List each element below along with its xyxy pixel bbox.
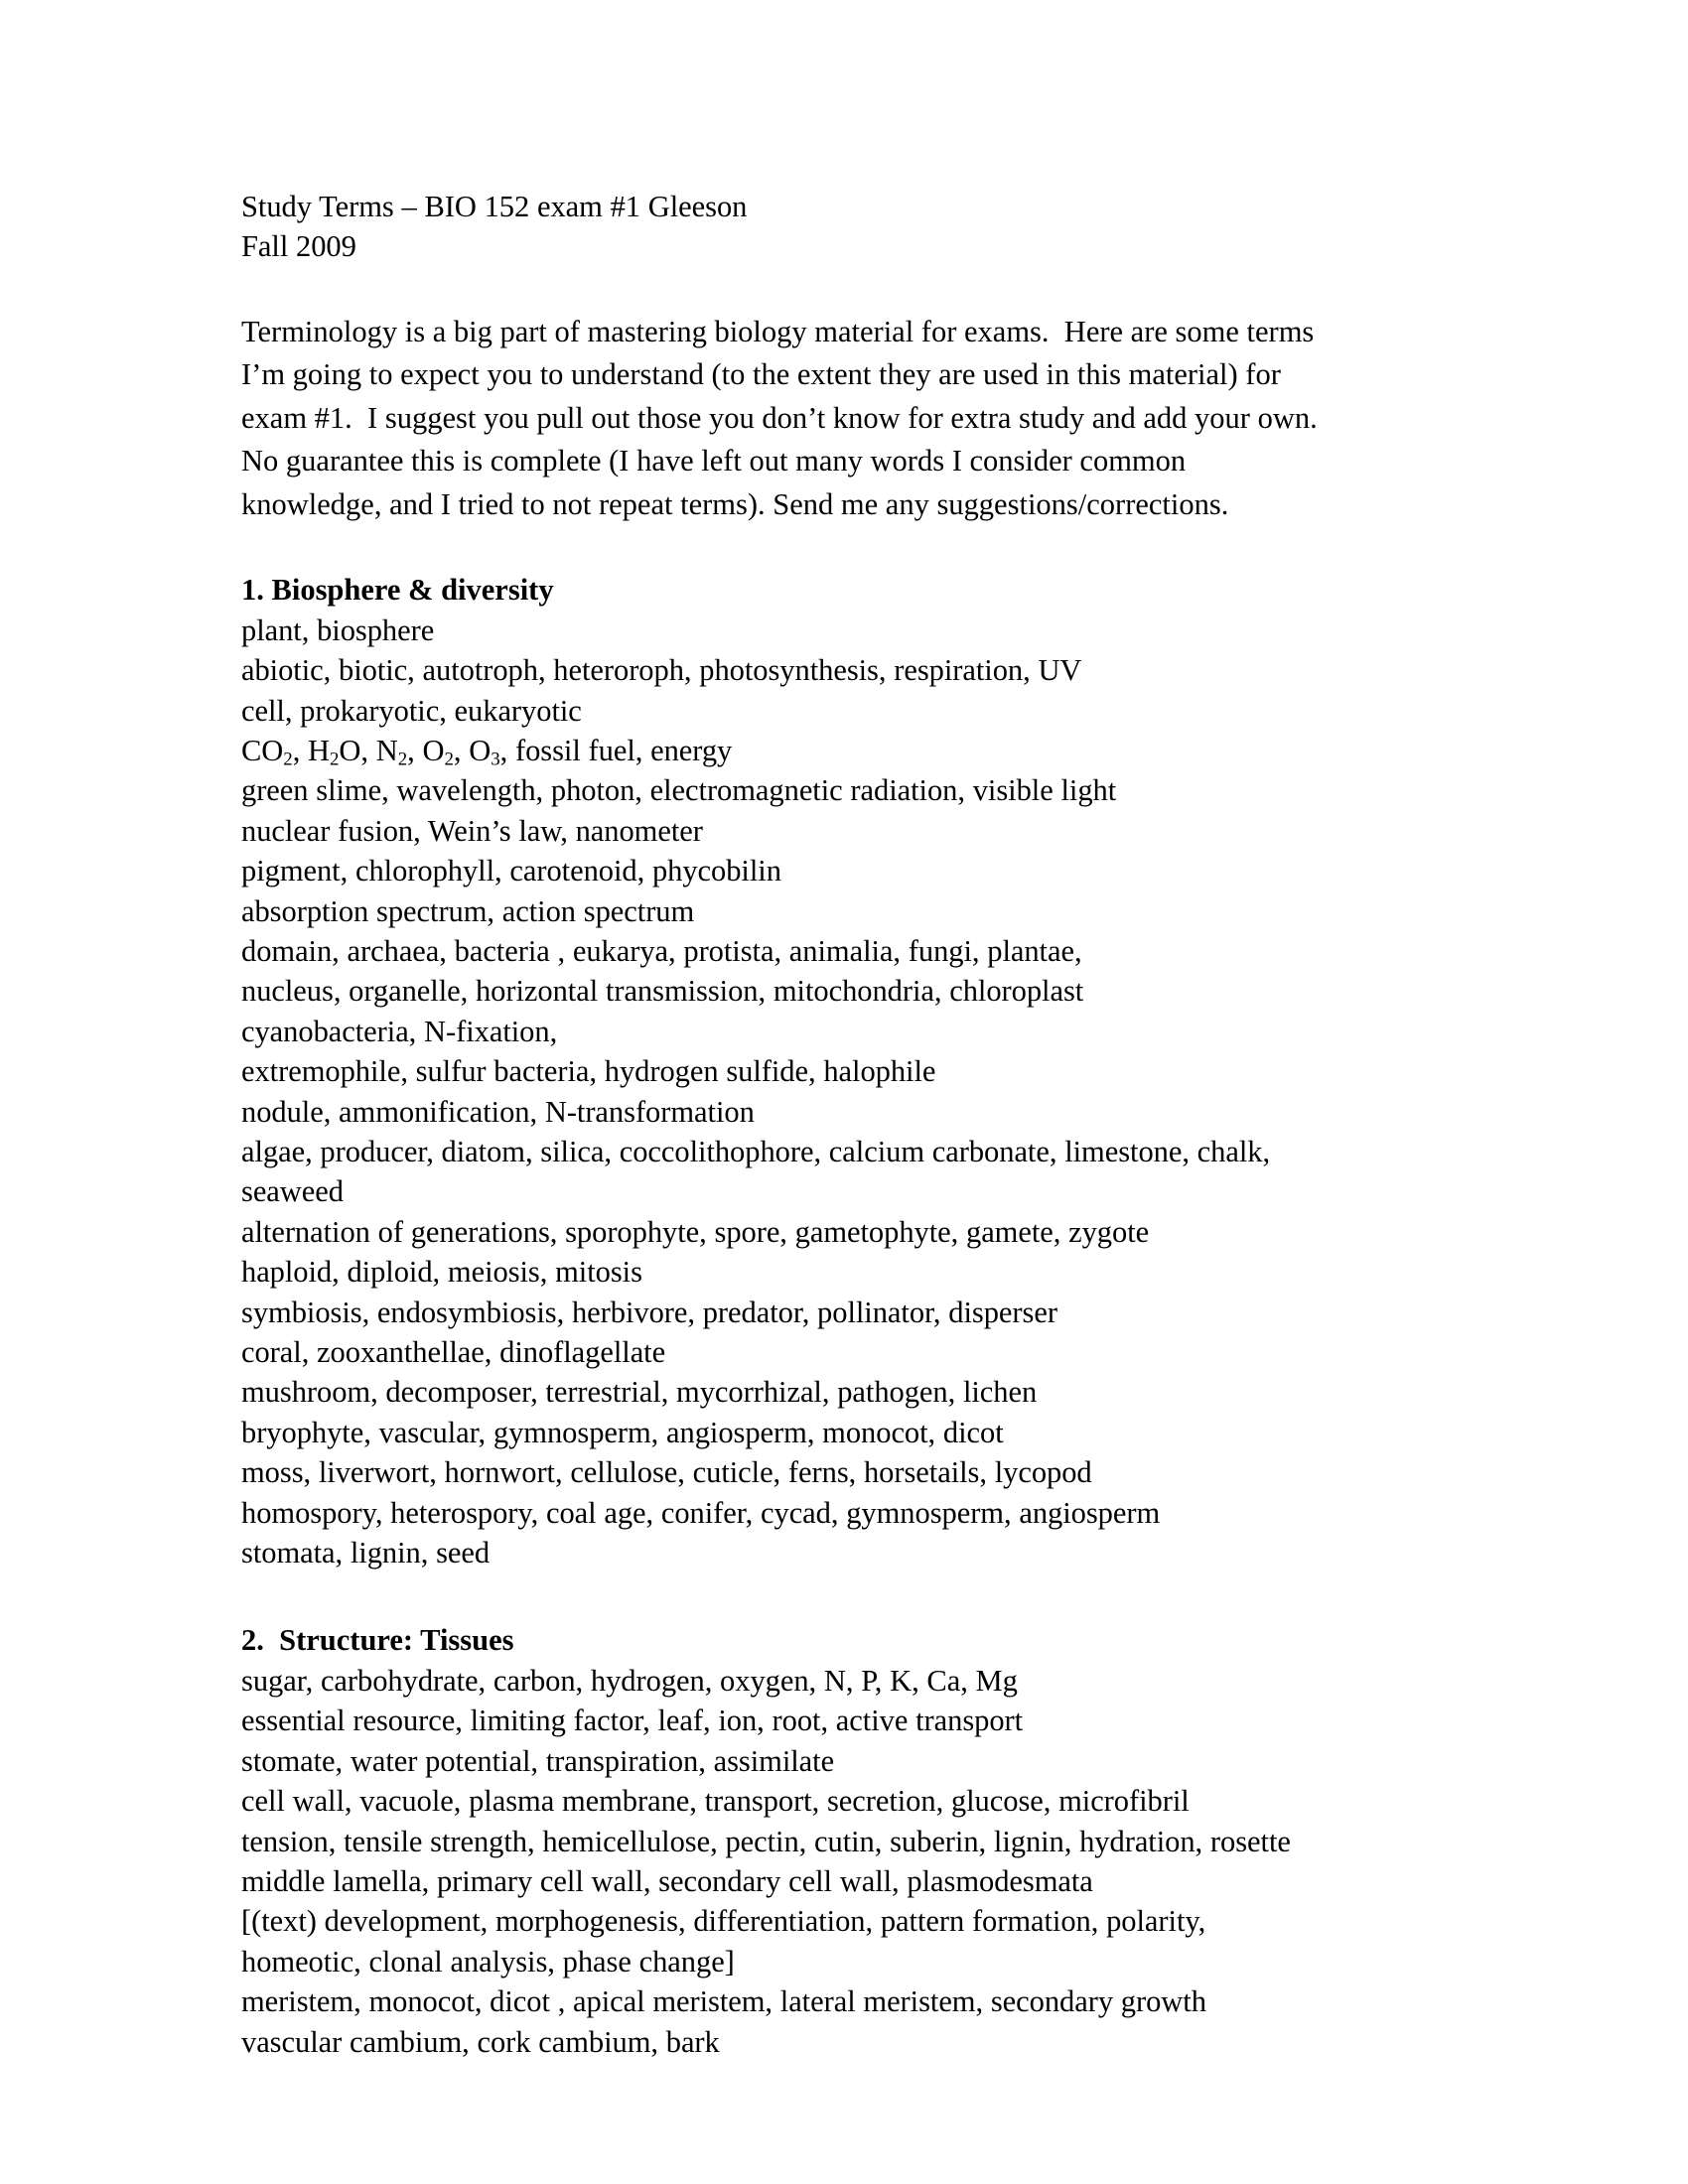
section-biosphere-diversity	[241, 570, 1463, 1572]
intro-line-5: knowledge, and I tried to not repeat terms). Send me any suggestions/corrections.	[241, 486, 1229, 521]
term-line: moss, liverwort, hornwort, cellulose, cuticle, ferns, horsetails, lycopod	[241, 1455, 1092, 1490]
section-structure-tissues	[241, 1620, 1463, 2061]
term-line: meristem, monocot, dicot , apical meristem, lateral meristem, secondary growth	[241, 1984, 1206, 2019]
section-1-heading: 1. Biosphere & diversity	[241, 573, 554, 608]
term-line: cell wall, vacuole, plasma membrane, transport, secretion, glucose, microfibril	[241, 1784, 1190, 1819]
term-line: essential resource, limiting factor, leaf, ion, root, active transport	[241, 1704, 1024, 1738]
section-1-term-list	[241, 611, 1463, 1573]
term-line: mushroom, decomposer, terrestrial, mycorrhizal, pathogen, lichen	[241, 1375, 1038, 1410]
intro-line-1: Terminology is a big part of mastering biology material for exams. Here are some terms	[241, 314, 1315, 348]
term-line: alternation of generations, sporophyte, spore, gametophyte, gamete, zygote	[241, 1214, 1150, 1249]
intro-line-4: No guarantee this is complete (I have left out many words I consider common	[241, 444, 1187, 478]
term-line: stomata, lignin, seed	[241, 1536, 491, 1570]
title-line-1: Study Terms – BIO 152 exam #1 Gleeson	[241, 190, 748, 223]
term-line: coral, zooxanthellae, dinoflagellate	[241, 1335, 666, 1370]
section-2-term-list	[241, 1661, 1463, 2062]
term-line: stomate, water potential, transpiration, assimilate	[241, 1743, 835, 1778]
term-line: nucleus, organelle, horizontal transmission, mitochondria, chloroplast	[241, 974, 1084, 1009]
term-line: absorption spectrum, action spectrum	[241, 893, 695, 928]
term-line: middle lamella, primary cell wall, secondary cell wall, plasmodesmata	[241, 1863, 1093, 1898]
section-2-heading: 2. Structure: Tissues	[241, 1623, 514, 1658]
term-line: abiotic, biotic, autotroph, heteroroph, photosynthesis, respiration, UV	[241, 653, 1082, 688]
spacer-before-section-2	[241, 1572, 1463, 1620]
term-line: cyanobacteria, N-fixation,	[241, 1014, 558, 1048]
intro-paragraph	[241, 311, 1463, 527]
term-line: bryophyte, vascular, gymnosperm, angiosperm, monocot, dicot	[241, 1415, 1004, 1449]
term-line: haploid, diploid, meiosis, mitosis	[241, 1255, 642, 1290]
document-body	[241, 187, 1463, 2062]
term-line: domain, archaea, bacteria , eukarya, protista, animalia, fungi, plantae,	[241, 933, 1082, 968]
spacer-after-title	[241, 267, 1463, 311]
term-line: cell, prokaryotic, eukaryotic	[241, 693, 582, 728]
term-line: extremophile, sulfur bacteria, hydrogen sulfide, halophile	[241, 1054, 936, 1089]
term-line: nuclear fusion, Wein’s law, nanometer	[241, 813, 703, 848]
term-line: tension, tensile strength, hemicellulose, pectin, cutin, suberin, lignin, hydration, rosette	[241, 1824, 1291, 1858]
spacer-before-section-1	[241, 526, 1463, 570]
term-line: sugar, carbohydrate, carbon, hydrogen, oxygen, N, P, K, Ca, Mg	[241, 1663, 1018, 1698]
term-line: pigment, chlorophyll, carotenoid, phycobilin	[241, 854, 781, 888]
term-line: [(text) development, morphogenesis, differentiation, pattern formation, polarity,	[241, 1904, 1206, 1939]
term-line: vascular cambium, cork cambium, bark	[241, 2024, 720, 2059]
intro-line-3: exam #1. I suggest you pull out those you don’t know for extra study and add your own.	[241, 400, 1318, 435]
term-line: symbiosis, endosymbiosis, herbivore, predator, pollinator, disperser	[241, 1295, 1057, 1329]
intro-line-2: I’m going to expect you to understand (to the extent they are used in this material) for	[241, 357, 1281, 392]
title-line-2: Fall 2009	[241, 229, 356, 264]
term-line: nodule, ammonification, N-transformation	[241, 1094, 755, 1129]
term-line: $CO_2$, $H_2O$, $N_2$, $O_2$, $O_3$, fossil fuel, energy	[241, 733, 733, 770]
term-line: plant, biosphere	[241, 613, 435, 647]
term-line: homeotic, clonal analysis, phase change]	[241, 1944, 735, 1979]
term-line: homospory, heterospory, coal age, conifer, cycad, gymnosperm, angiosperm	[241, 1495, 1161, 1530]
term-line: seaweed	[241, 1174, 344, 1209]
term-line: green slime, wavelength, photon, electromagnetic radiation, visible light	[241, 773, 1117, 808]
term-line: algae, producer, diatom, silica, coccolithophore, calcium carbonate, limestone, chalk,	[241, 1135, 1271, 1168]
document-title	[241, 187, 1463, 267]
